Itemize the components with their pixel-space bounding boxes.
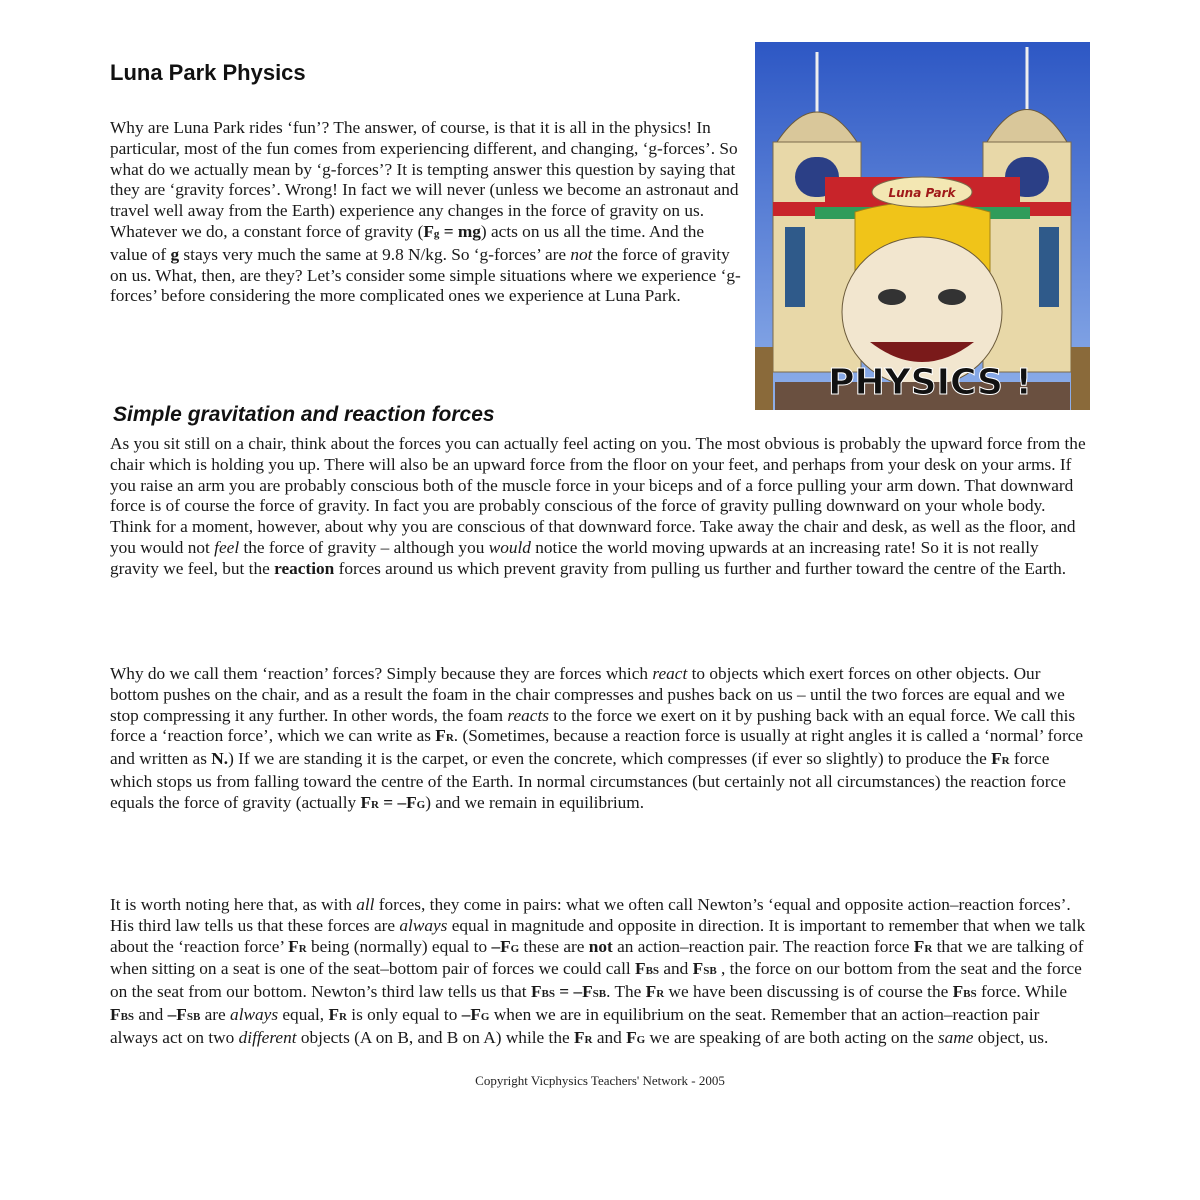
left-panel	[785, 227, 805, 307]
text-run: reaction	[274, 558, 335, 578]
text-run: F	[913, 936, 925, 956]
text-run: F	[110, 1004, 121, 1024]
text-run: BS	[541, 988, 555, 1001]
text-run: always	[230, 1004, 279, 1024]
text-run: F	[626, 1027, 637, 1047]
text-run: BS	[963, 988, 977, 1001]
text-run: = –F	[378, 792, 417, 812]
text-run: G	[416, 798, 426, 811]
paragraph-1: As you sit still on a chair, think about the forces you can actually feel acting on you. The most obvious is probably the upward force from the chair which is holding you up. There will also be an upward force from the floor on your feet, and perhaps from your desk on your arms. If you raise an arm you are probably conscious both of the muscle force in your biceps and of a force pulling your arm down. That downward force is of course the force of gravity. In fact you are probably conscious of the force of gravity pulling downward on your whole body. Think for a moment, however, about why you are conscious of that downward force. Take away the chair and desk, as well as the floor, and you would not feel the force of gravity – although you would notice the world moving upwards at an increasing rate! So it is not really gravity we feel, but the reaction forces around us which prevent gravity from pulling us further and further toward the centre of the Earth.	[110, 434, 1086, 578]
right-panel	[1039, 227, 1059, 307]
text-run: would	[488, 537, 531, 557]
text-run: same	[937, 1027, 974, 1047]
text-run: not	[570, 244, 593, 264]
text-run: F	[573, 1027, 585, 1047]
text-run: –F	[167, 1004, 187, 1024]
text-run: = m	[439, 221, 473, 241]
section-heading: Simple gravitation and reaction forces	[113, 403, 495, 426]
copyright-footer: Copyright Vicphysics Teachers' Network - 2005	[475, 1073, 725, 1088]
text-run: G	[480, 1010, 490, 1023]
page-title: Luna Park Physics	[110, 60, 306, 85]
text-run: N.	[211, 749, 229, 769]
text-run: R	[339, 1010, 347, 1023]
text-run: always	[399, 915, 448, 935]
text-run: R	[1001, 755, 1010, 768]
text-run: g	[472, 221, 481, 241]
text-run: R	[371, 798, 379, 811]
text-run: F	[635, 959, 646, 979]
intro-paragraph: Why are Luna Park rides ‘fun’? The answer, of course, is that it is all in the physics! In particular, most of the fun comes from experiencing different, and changing, ‘g-forces’. So what do we actually mean by ‘g-forces’? It is tempting answer this question by saying that they are ‘gravity forces’. Wrong! In fact we will never (unless we become an astronaut and travel well away from the Earth) experience any changes in the force of gravity on us. Whatever we do, a constant force of gravity (Fg = mg) acts on us all the time. And the value of g stays very much the same at 9.8 N/kg. So ‘g-forces’ are not the force of gravity on us. What, then, are they? Let’s consider some simple situations where we experience ‘g-forces’ before considering the more complicated ones we experience at Luna Park.	[110, 118, 741, 306]
text-run: all	[356, 895, 375, 914]
text-run: F	[991, 749, 1002, 769]
text-run: F	[692, 959, 704, 979]
text-run: R	[298, 942, 307, 955]
text-run: = –F	[554, 982, 593, 1002]
text-run: F	[530, 982, 542, 1002]
text-run: G	[510, 942, 520, 955]
text-run: G	[636, 1033, 646, 1046]
text-run: g	[433, 227, 440, 240]
paragraph-3: It is worth noting here that, as with all forces, they come in pairs: what we often call Newton’s ‘equal and opposite action–reaction forces’. His third law tells us that these forces are always equal in magnitude and opposite in direction. It is important to remember that when we talk about the ‘reaction force’ FR being (normally) equal to –FG these are not an action–reaction pair. The reaction force FR that we are talking of when sitting on a seat is one of the seat–bottom pair of forces we could call FBS and FSB , the force on our bottom from the seat and the force on the seat from our bottom. Newton’s third law tells us that FBS = –FSB. The FR we have been discussing is of course the FBS force. While FBS and –FSB are always equal, FR is only equal to –FG when we are in equilibrium on the seat. Remember that an action–reaction pair always act on two different objects (A on B, and B on A) while the FR and FG we are speaking of are both acting on the same object, us.	[110, 895, 1086, 1047]
text-run: F	[645, 982, 657, 1002]
text-run: BS	[645, 965, 660, 978]
text-run: react	[652, 664, 688, 683]
text-run: R	[584, 1033, 593, 1046]
text-run: F	[288, 936, 299, 956]
text-run: F	[360, 792, 372, 812]
right-eye	[938, 289, 966, 305]
text-run: F	[328, 1004, 340, 1024]
text-run: not	[588, 936, 613, 956]
text-run: g	[170, 244, 180, 264]
text-run: –F	[491, 936, 511, 956]
text-run: R	[924, 942, 933, 955]
text-run: feel	[214, 537, 240, 557]
text-run: F	[423, 221, 434, 241]
text-run: –F	[461, 1004, 481, 1024]
text-run: BS	[120, 1010, 135, 1023]
text-run: R	[445, 732, 454, 745]
text-run: R	[656, 988, 665, 1001]
text-run: SB	[186, 1010, 201, 1023]
text-run: SB	[592, 988, 607, 1001]
text-run: F	[435, 726, 446, 746]
text-run: F	[952, 982, 964, 1002]
right-base	[1071, 347, 1090, 410]
left-eye	[878, 289, 906, 305]
text-run: reacts	[507, 705, 549, 725]
text-run: different	[238, 1027, 297, 1047]
text-run: SB	[703, 965, 717, 978]
luna-park-photo	[755, 42, 1090, 410]
physics-overlay-text: PHYSICS !	[828, 362, 1032, 403]
sign-text: Luna Park	[888, 186, 956, 200]
paragraph-2: Why do we call them ‘reaction’ forces? Simply because they are forces which react to objects which exert forces on other objects. Our bottom pushes on the chair, and as a result the foam in the chair compresses and pushes back on us – until the two forces are equal and we stop compressing it any further. In other words, the foam reacts to the force we exert on it by pushing back with an equal force. We call this force a ‘reaction force’, which we can write as FR. (Sometimes, because a reaction force is usually at right angles it is called a ‘normal’ force and written as N.) If we are standing it is the carpet, or even the concrete, which compresses (if ever so slightly) to produce the FR force which stops us from falling toward the centre of the Earth. In normal circumstances (but certainly not all circumstances) the reaction force equals the force of gravity (actually FR = –FG) and we remain in equilibrium.	[110, 664, 1084, 812]
left-base	[755, 347, 773, 410]
